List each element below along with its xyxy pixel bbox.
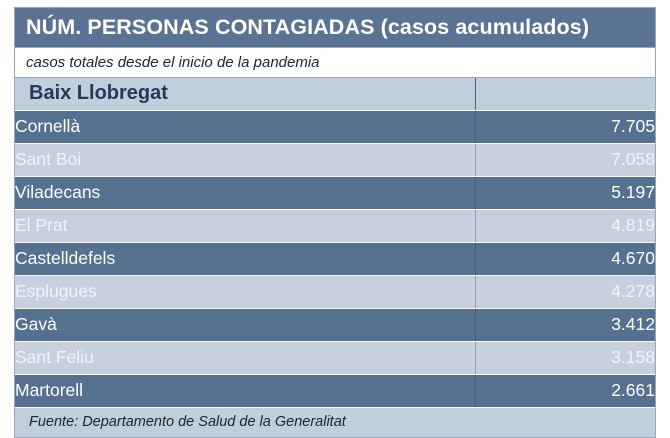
table-group-row bbox=[15, 78, 655, 111]
table-row bbox=[15, 308, 655, 341]
row-value: 7.705 bbox=[476, 110, 655, 143]
row-value: 4.819 bbox=[476, 209, 655, 242]
table-row bbox=[15, 209, 655, 242]
row-value: 4.670 bbox=[476, 242, 655, 275]
row-label: Gavà bbox=[15, 308, 476, 341]
group-value bbox=[476, 78, 655, 111]
table-row bbox=[15, 374, 655, 407]
table-row bbox=[15, 176, 655, 209]
row-value: 2.661 bbox=[476, 374, 655, 407]
table-row bbox=[15, 275, 655, 308]
row-label: Castelldefels bbox=[15, 242, 476, 275]
row-value: 5.197 bbox=[476, 176, 655, 209]
row-value: 7.058 bbox=[476, 143, 655, 176]
row-label: El Prat bbox=[15, 209, 476, 242]
table-row bbox=[15, 110, 655, 143]
row-label: Sant Feliu bbox=[15, 341, 476, 374]
source-note: Fuente: Departamento de Salud de la Generalitat bbox=[15, 408, 655, 437]
table-body bbox=[15, 78, 655, 408]
table-container bbox=[14, 7, 656, 438]
row-value: 3.412 bbox=[476, 308, 655, 341]
data-table bbox=[15, 78, 655, 408]
group-label: Baix Llobregat bbox=[15, 78, 476, 111]
row-label: Esplugues bbox=[15, 275, 476, 308]
table-row bbox=[15, 341, 655, 374]
row-label: Viladecans bbox=[15, 176, 476, 209]
row-value: 4.278 bbox=[476, 275, 655, 308]
row-label: Cornellà bbox=[15, 110, 476, 143]
row-label: Sant Boi bbox=[15, 143, 476, 176]
page-title: NÚM. PERSONAS CONTAGIADAS (casos acumulados) bbox=[15, 8, 655, 48]
row-label: Martorell bbox=[15, 374, 476, 407]
table-row bbox=[15, 143, 655, 176]
subtitle: casos totales desde el inicio de la pandemia bbox=[15, 48, 655, 78]
row-value: 3.158 bbox=[476, 341, 655, 374]
table-row bbox=[15, 242, 655, 275]
